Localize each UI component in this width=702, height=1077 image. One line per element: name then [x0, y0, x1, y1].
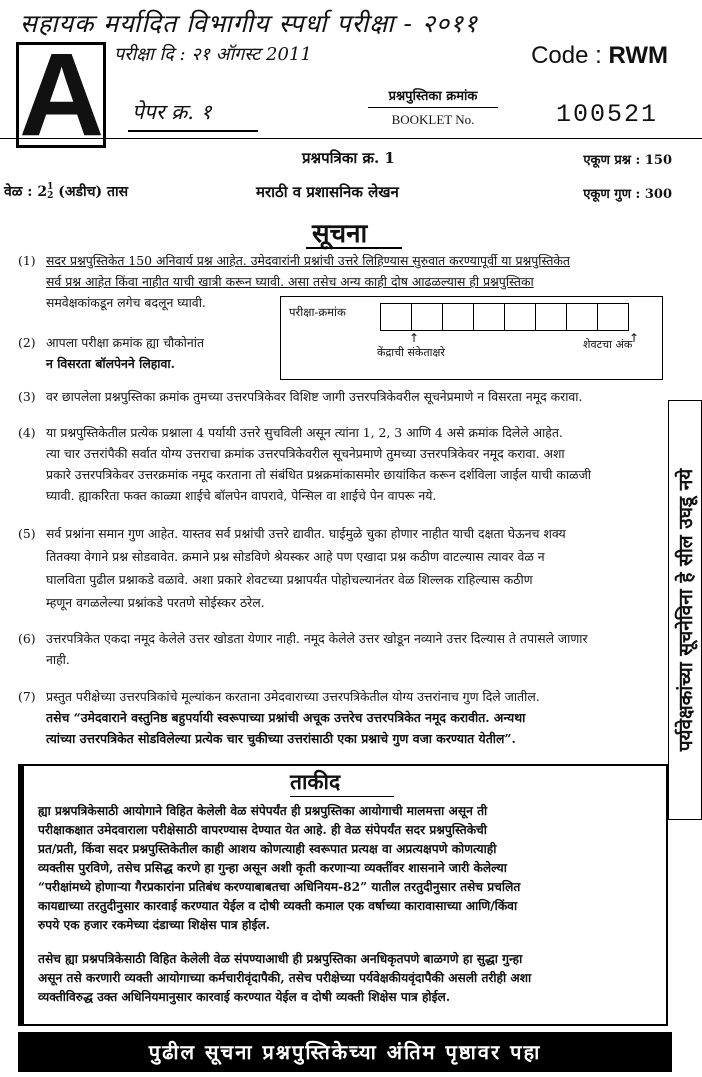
time-suffix: (अडीच) तास	[58, 184, 129, 200]
paper-underline	[128, 130, 258, 132]
arrow-up-icon: ↑	[629, 331, 640, 345]
warning-line: व्यक्तीस पुरविणे, तसेच प्रसिद्ध करणे हा गुन्हा असून अशी कृती करणाऱ्या व्यक्तींवर शासनाने जारी केलेल्या	[38, 861, 507, 875]
instruction-text	[46, 686, 670, 749]
instruction-number: (6)	[18, 631, 36, 646]
booklet-label-mr: प्रश्नपुस्तिका क्रमांक	[368, 86, 498, 108]
warning-line: असून तसे करणारी व्यक्ती आयोगाच्या कर्मचारीवृंदापैकी, तसेच परीक्षेच्या पर्यवेक्षकीयवृंदापैकी असली तरीही अशा	[38, 971, 532, 985]
roll-number-cells[interactable]	[381, 303, 629, 331]
roll-cell[interactable]	[411, 303, 443, 331]
roll-cell[interactable]	[380, 303, 412, 331]
warning-paragraph-1	[38, 802, 660, 935]
instructions-underline	[306, 247, 402, 249]
instruction-line: त्यांच्या उत्तरपत्रिकेत सोडविलेल्या प्रत्येक चार चुकीच्या उत्तरांसाठी एका प्रश्नाचे गुण वजा करण्यात येतील”.	[46, 731, 516, 746]
instruction-line: सर्व प्रश्न आहेत किंवा नाहीत याची खात्री करून घ्यावी. असा तसेच अन्य काही दोष आढळल्यास ही प्रश्नपुस्तिका	[46, 274, 534, 289]
instruction-text	[46, 522, 670, 614]
instruction-line: न विसरता बॉलपेनने लिहावा.	[46, 356, 175, 371]
instruction-number: (7)	[18, 689, 36, 704]
warning-line: ह्या प्रश्नपत्रिकेसाठी आयोगाने विहित केलेली वेळ संपेपर्यंत ही प्रश्नपुस्तिका आयोगाची मालमत्ता असून ती	[38, 804, 488, 818]
warning-title-underline	[290, 796, 394, 797]
instruction-text: वर छापलेला प्रश्नपुस्तिका क्रमांक तुमच्या उत्तरपत्रिकेवर विशिष्ट जागी उत्तरपत्रिकेवरील सूचनेप्रमाणे न विसरता नमूद करावा.	[46, 389, 583, 404]
fraction-top: 1	[47, 182, 54, 192]
instruction-line: उत्तरपत्रिकेत एकदा नमूद केलेले उत्तर खोडता येणार नाही. नमूद केलेले उत्तर खोडून नव्याने उत्तर दिल्यास ते तपासले जाणार	[46, 631, 588, 646]
warning-title: ताकीद	[290, 769, 341, 794]
instruction-line: त्या चार उत्तरांपैकी सर्वात योग्य उत्तराचा क्रमांक उत्तरपत्रिकेवरील सूचनेप्रमाणे तुमच्या उत्तरपत्रिकेवर नमूद करावा. अशा	[46, 446, 565, 461]
instruction-line: घ्यावी. ह्याकरिता फक्त काळ्या शाईचे बॉलपेन वापरावे, पेन्सिल वा शाईचे पेन वापरू नये.	[46, 488, 437, 503]
instruction-line: सर्व प्रश्नांना समान गुण आहेत. यास्तव सर्व प्रश्नांची उत्तरे द्यावीत. घाईमुळे चुका होणार नाहीत याची दक्षता घेऊनच शक्य	[46, 526, 566, 541]
footer-banner: पुढील सूचना प्रश्नपुस्तिकेच्या अंतिम पृष्ठावर पहा	[18, 1032, 672, 1072]
roll-cell[interactable]	[504, 303, 536, 331]
exam-title: सहायक मर्यादित विभागीय स्पर्धा परीक्षा - २०११	[20, 9, 478, 38]
booklet-number: 100521	[555, 100, 658, 129]
instruction-line: म्हणून वगळलेल्या प्रश्नांकडे परतणे सोईस्कर ठरेल.	[46, 595, 265, 610]
instruction-line: आपला परीक्षा क्रमांक ह्या चौकोनांत	[46, 335, 205, 350]
instruction-line: सदर प्रश्नपुस्तिकेत 150 अनिवार्य प्रश्न आहेत. उमेदवारांनी प्रश्नांची उत्तरे लिहिण्यास सुरुवात करण्यापूर्वी या प्रश्नपुस्तिकेत	[46, 253, 570, 268]
instruction-line: समवेक्षकांकडून लगेच बदलून घ्यावी.	[46, 295, 206, 310]
fraction-bottom: 2	[47, 191, 54, 201]
time-prefix: वेळ : 2	[4, 184, 48, 200]
time-allowed	[4, 182, 128, 201]
warning-line: कायद्याच्या तरतुदीनुसार कारवाई करण्यात येईल व दोषी व्यक्ती कमाल एक वर्षाच्या कारावासाच्या आणि/किंवा	[38, 899, 518, 913]
instructions-heading: सूचना	[312, 219, 368, 249]
instruction-line: तितक्या वेगाने प्रश्न सोडवावेत. क्रमाने प्रश्न सोडविणे श्रेयस्कर आहे पण एखादा प्रश्न कठीण वाटल्यास त्यावर वेळ न	[46, 549, 545, 564]
roll-cell[interactable]	[442, 303, 474, 331]
instruction-text	[46, 628, 670, 670]
warning-line: परीक्षाकक्षात उमेदवाराला परीक्षेसाठी वापरण्यास देण्यात येत आहे. ही वेळ संपेपर्यंत सदर प्रश्नपुस्तिकेची	[38, 823, 487, 837]
roll-cell[interactable]	[473, 303, 505, 331]
seal-note-box	[668, 400, 702, 820]
instruction-line: प्रस्तुत परीक्षेच्या उत्तरपत्रिकांचे मूल्यांकन करताना उमेदवाराच्या उत्तरपत्रिकेतील योग्य उत्तरांनाच गुण दिले जातील.	[46, 689, 540, 704]
center-code-label: केंद्राची संकेताक्षरे	[377, 346, 445, 359]
warning-box-border	[18, 764, 28, 1026]
warning-line: तसेच ह्या प्रश्नपत्रिकेसाठी विहित केलेली वेळ संपण्याआधी ही प्रश्नपुस्तिका अनधिकृतपणे बाळगणे हा सुद्धा गुन्हा	[38, 952, 523, 966]
instruction-number: (2)	[18, 335, 36, 350]
warning-line: प्रत/प्रती, किंवा सदर प्रश्नपुस्तिकेतील काही आशय कोणत्याही स्वरूपात प्रत्यक्ष वा अप्रत्यक्षपणे कोणत्याही	[38, 842, 497, 856]
roll-cell[interactable]	[597, 303, 629, 331]
roll-number-box	[280, 296, 663, 380]
subject: मराठी व प्रशासनिक लेखन	[256, 183, 399, 201]
instruction-text	[46, 332, 276, 374]
warning-line: “परीक्षांमध्ये होणाऱ्या गैरप्रकारांना प्रतिबंध करण्याबाबतचा अधिनियम-82” यातील तरतुदीनुसार तसेच प्रचलित	[38, 880, 521, 894]
instruction-text	[46, 422, 670, 506]
total-questions: एकूण प्रश्न : 150	[583, 153, 672, 168]
instruction-number: (1)	[18, 253, 36, 268]
roll-cell[interactable]	[566, 303, 598, 331]
arrow-up-icon: ↑	[409, 331, 420, 345]
instruction-line: नाही.	[46, 652, 70, 667]
paper-number: पेपर क्र. १	[132, 100, 212, 124]
booklet-label-en: BOOKLET No.	[391, 112, 475, 127]
total-marks: एकूण गुण : 300	[583, 187, 672, 202]
warning-paragraph-2	[38, 950, 660, 1007]
code-label: Code :	[531, 42, 609, 69]
booklet-label	[368, 86, 498, 128]
warning-line: रुपये एक हजार रकमेच्या दंडाच्या शिक्षेस पात्र होईल.	[38, 918, 270, 932]
header-divider	[0, 138, 702, 139]
instruction-line: तसेच “उमेदवाराने वस्तुनिष्ठ बहुपर्यायी स्वरूपाच्या प्रश्नांची अचूक उत्तरेच उत्तरपत्रिकेत नमूद करावीत. अन्यथा	[46, 710, 526, 725]
warning-line: व्यक्तीविरुद्ध उक्त अधिनियमानुसार कारवाई करण्यात येईल व दोषी व्यक्ती शिक्षेस पात्र होईल.	[38, 990, 451, 1004]
code	[531, 42, 668, 70]
roll-number-label: परीक्षा-क्रमांक	[289, 305, 346, 319]
instruction-number: (4)	[18, 425, 36, 440]
instruction-line: प्रकारे उत्तरपत्रिकेवर उत्तरक्रमांक नमूद करताना तो संबंधित प्रश्नक्रमांकासमोर छायांकित करून दर्शविला जाईल याची काळजी	[46, 467, 591, 482]
question-paper-number: प्रश्नपत्रिका क्र. 1	[302, 149, 395, 167]
instruction-line: या प्रश्नपुस्तिकेतील प्रत्येक प्रश्नाला 4 पर्यायी उत्तरे सुचविली असून त्यांना 1, 2, 3 आणि 4 असे क्रमांक दिलेले आहेत.	[46, 425, 563, 440]
roll-cell[interactable]	[535, 303, 567, 331]
seal-note: पर्यवेक्षकांच्या सूचनेविना हे सील उघडू नये	[675, 468, 697, 752]
instruction-number: (5)	[18, 526, 36, 541]
series-letter: A	[16, 42, 106, 148]
instruction-line: घालविता पुढील प्रश्नाकडे वळावे. अशा प्रकारे शेवटच्या प्रश्नापर्यंत पोहोचल्यानंतर वेळ शिल्लक राहिल्यास कठीण	[46, 572, 533, 587]
exam-date: परीक्षा दि : २१ ऑगस्ट 2011	[114, 44, 312, 65]
code-value: RWM	[608, 42, 668, 69]
time-fraction	[47, 183, 53, 201]
last-digit-label: शेवटचा अंक	[583, 338, 633, 351]
instruction-number: (3)	[18, 389, 36, 404]
